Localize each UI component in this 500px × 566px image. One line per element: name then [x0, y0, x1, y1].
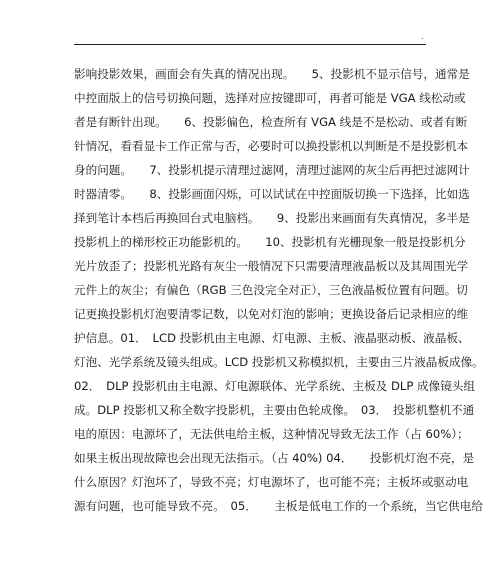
text-line: 记更换投影机灯泡要清零记数，以免对灯泡的影响；更换设备后记录相应的维 — [74, 307, 469, 321]
text-line: 中控面版上的信号切换问题，选择对应按键即可，再者可能是 VGA 线松动或 — [74, 91, 466, 105]
header-rule — [74, 44, 426, 45]
text-line: 时器清零。 8、投影画面闪烁，可以试试在中控面版切换一下选择，比如选 — [74, 187, 470, 201]
text-line: 02． DLP 投影机由主电源、灯电源联体、光学系统、主板及 DLP 成像镜头组 — [74, 379, 475, 393]
text-line: 针情况，看看显卡工作正常与否，必要时可以换投影机以判断是不是投影机本 — [74, 139, 469, 153]
text-line: 者是有断针出现。 6、投影偏色，检查所有 VGA 线是不是松动、或者有断 — [74, 115, 468, 129]
text-line: 电的原因：电源坏了，无法供电给主板，这种情况导致无法工作（占 60%）； — [74, 427, 469, 441]
text-line: 护信息。01． LCD 投影机由主电源、灯电源、主板、液晶驱动板、液晶板、 — [74, 331, 470, 345]
text-line: 什么原因？灯泡坏了，导致不亮；灯电源坏了，也可能不亮；主板坏或驱动电 — [74, 475, 469, 489]
text-line: 投影机上的梯形校正功能影机的。 10、投影机有光栅现象一般是投影机分 — [74, 235, 466, 249]
text-line: 成。DLP 投影机又称全数字投影机，主要由色轮成像。 03． 投影机整机不通 — [74, 403, 475, 417]
text-line: 元件上的灰尘；有偏色（RGB 三色没完全对正），三色液晶板位置有问题。切 — [74, 283, 468, 297]
document-body — [74, 62, 484, 518]
text-line: 影响投影效果，画面会有失真的情况出现。 5、投影机不显示信号，通常是 — [74, 67, 470, 81]
text-line: 光片放歪了；投影机光路有灰尘一般情况下只需要清理液晶板以及其周围光学 — [74, 259, 469, 273]
header-mark: . — [421, 32, 424, 41]
text-line: 如果主板出现故障也会出现无法指示。（占 40%) 04． 投影机灯泡不亮，是 — [74, 451, 475, 465]
text-line: 源有问题，也可能导致不亮。 05． 主板是低电工作的一个系统，当它供电给 — [74, 499, 483, 513]
text-line: 身的问题。 7、投影机提示清理过滤网，清理过滤网的灰尘后再把过滤网计 — [74, 163, 470, 177]
text-line: 灯泡、光学系统及镜头组成。LCD 投影机又称模拟机，主要由三片液晶板成像。 — [74, 355, 484, 369]
text-line: 择到笔计本档后再换回台式电脑档。 9、投影出来画面有失真情况，多半是 — [74, 211, 470, 225]
